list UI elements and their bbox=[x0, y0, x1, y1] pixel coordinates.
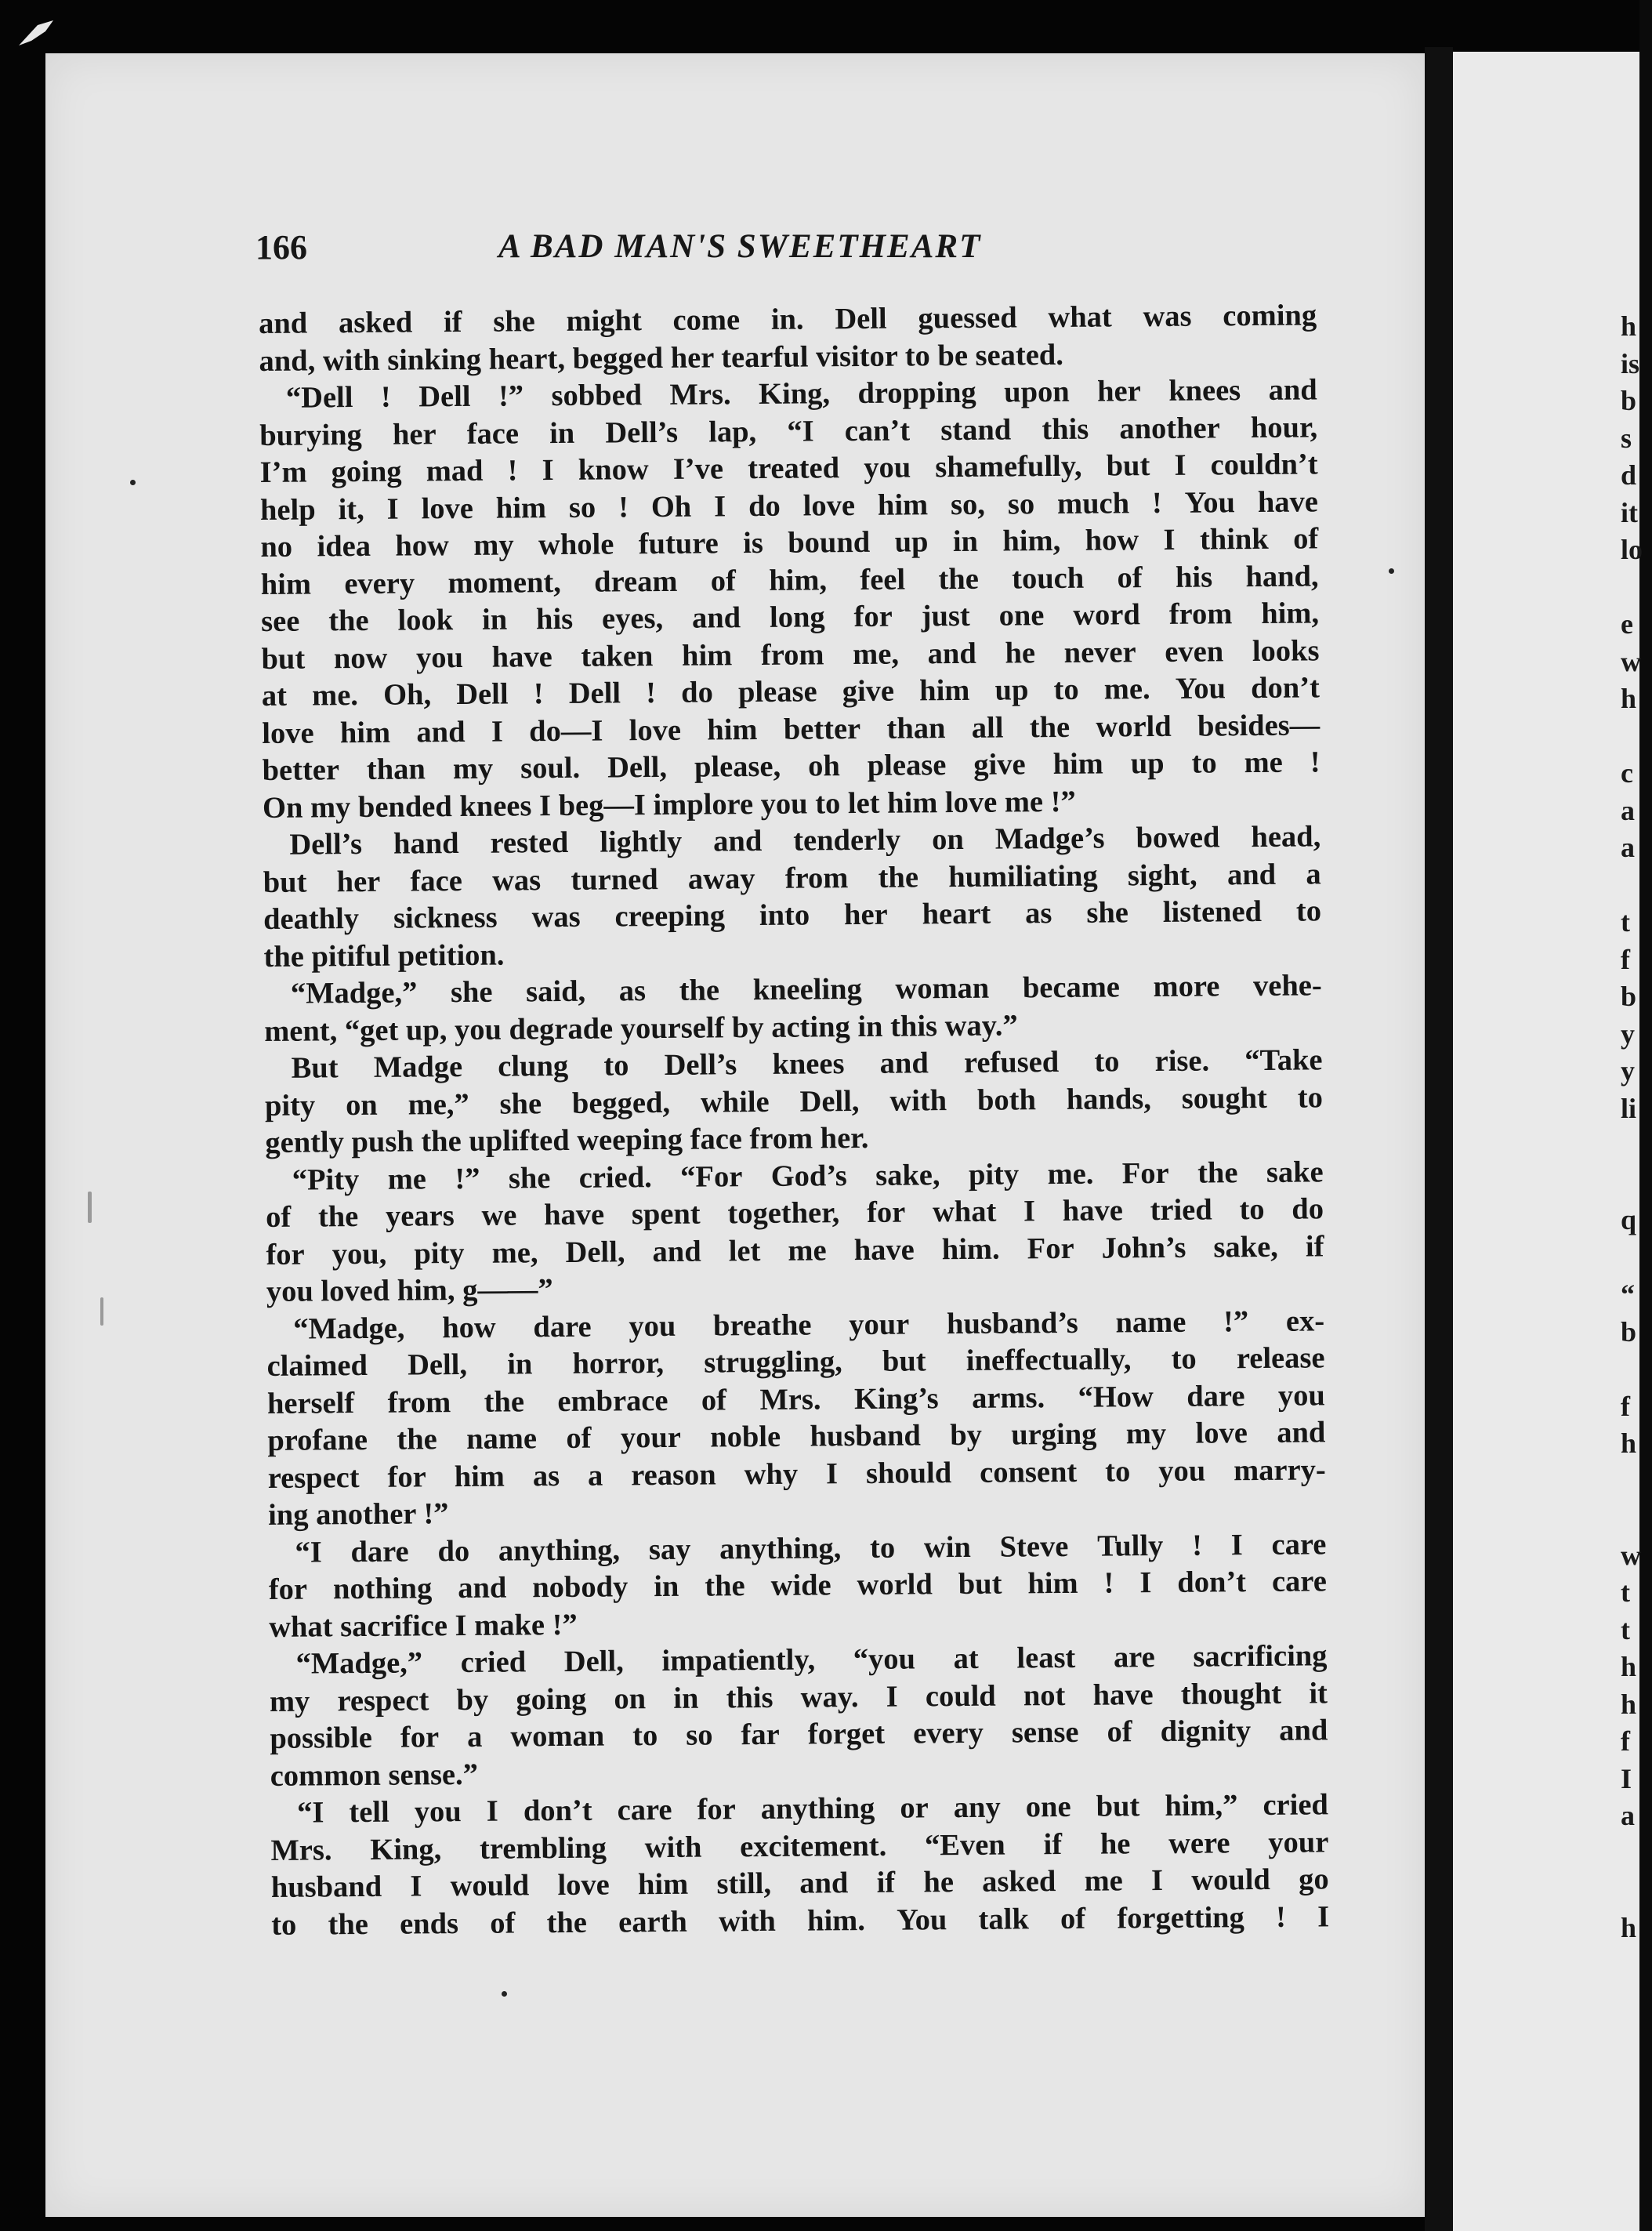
facing-page-fragment: t bbox=[1621, 1576, 1630, 1608]
facing-page-fragment: is bbox=[1621, 347, 1640, 379]
text-line: for nothing and nobody in the wide world but him ! I don’t care bbox=[268, 1565, 1327, 1606]
text-line: herself from the embrace of Mrs. King’s arms. “How dare you bbox=[266, 1378, 1325, 1420]
facing-page-fragment: y bbox=[1621, 1055, 1635, 1086]
text-line: the pitiful petition. bbox=[263, 938, 505, 974]
text-line: help it, I love him so ! Oh I do love him so, so much ! You have bbox=[259, 484, 1319, 527]
text-line: and asked if she might come in. Dell guessed what was coming bbox=[259, 299, 1317, 340]
facing-page-fragment: a bbox=[1621, 794, 1635, 826]
page-number: 166 bbox=[255, 228, 307, 267]
facing-page-fragment: f bbox=[1621, 1390, 1630, 1422]
page-header bbox=[255, 227, 1055, 278]
facing-page-fragment: h bbox=[1621, 1911, 1637, 1943]
text-line: claimed Dell, in horror, struggling, but ineffectually, to release bbox=[266, 1341, 1325, 1383]
text-line: Mrs. King, trembling with excitement. “Even if he were your bbox=[270, 1825, 1329, 1867]
text-line: of the years we have spent together, for what I have tried to do bbox=[265, 1192, 1324, 1234]
text-line: him every moment, dream of him, feel the touch of his hand, bbox=[260, 559, 1319, 601]
text-line: deathly sickness was creeping into her heart as she listened to bbox=[263, 894, 1322, 936]
text-line: possible for a woman to so far forget every sense of dignity and bbox=[270, 1714, 1328, 1755]
text-line: “Madge,” she said, as the kneeling woman became more vehe- bbox=[290, 969, 1322, 1010]
text-line: gently push the uplifted weeping face from her. bbox=[265, 1121, 869, 1159]
facing-page-fragment: it bbox=[1621, 496, 1638, 528]
text-line: pity on me,” she begged, while Dell, with both hands, sought to bbox=[264, 1080, 1324, 1123]
text-line: see the look in his eyes, and long for just one word from him, bbox=[261, 597, 1320, 638]
facing-page-fragment: e bbox=[1621, 608, 1633, 640]
facing-page-fragment: q bbox=[1621, 1204, 1637, 1235]
text-line: ing another !” bbox=[267, 1497, 449, 1532]
facing-page-fragment: f bbox=[1621, 943, 1630, 975]
facing-page-fragment: I bbox=[1621, 1762, 1632, 1794]
body-text bbox=[259, 297, 1329, 1944]
facing-page-fragment: b bbox=[1621, 385, 1637, 416]
text-line: “I dare do anything, say anything, to win Steve Tully ! I care bbox=[295, 1527, 1327, 1569]
facing-page-fragment: y bbox=[1621, 1018, 1635, 1050]
text-line: “Madge, how dare you breathe your husband’s name !” ex- bbox=[293, 1304, 1325, 1346]
text-line: but her face was turned away from the humiliating sight, and a bbox=[263, 857, 1321, 899]
text-line: love him and I do—I love him better than all the world besides— bbox=[262, 708, 1321, 750]
print-speck bbox=[130, 480, 136, 485]
text-line: respect for him as a reason why I should consent to you marry- bbox=[267, 1453, 1326, 1495]
facing-page-fragment: “ bbox=[1621, 1279, 1635, 1310]
text-line: common sense.” bbox=[270, 1758, 479, 1793]
facing-page-fragment: f bbox=[1621, 1725, 1630, 1757]
facing-page-fragment: li bbox=[1621, 1092, 1637, 1124]
text-line: and, with sinking heart, begged her tearful visitor to be seated. bbox=[259, 338, 1064, 378]
facing-page-fragment: h bbox=[1621, 1427, 1637, 1459]
facing-page-fragment: c bbox=[1621, 757, 1633, 789]
facing-page-fragment: h bbox=[1621, 310, 1637, 342]
text-line: On my bended knees I beg—I implore you to let him love me !” bbox=[262, 785, 1076, 825]
text-line: at me. Oh, Dell ! Dell ! do please give him up to me. You don’t bbox=[261, 671, 1321, 713]
text-line: husband I would love him still, and if he asked me I would go bbox=[270, 1863, 1329, 1904]
text-line: no idea how my whole future is bound up in him, how I think of bbox=[260, 522, 1319, 564]
facing-page-fragment: h bbox=[1621, 1688, 1637, 1720]
print-speck bbox=[88, 1192, 92, 1223]
running-title: A BAD MAN'S SWEETHEART bbox=[498, 228, 982, 265]
facing-page-fragment: d bbox=[1621, 459, 1637, 491]
text-line: “Madge,” cried Dell, impatiently, “you at least are sacrificing bbox=[295, 1639, 1328, 1681]
facing-page-fragment: lo bbox=[1621, 534, 1643, 565]
facing-page-fragment: h bbox=[1621, 1651, 1637, 1682]
facing-page-fragment: s bbox=[1621, 422, 1632, 454]
print-speck bbox=[502, 1991, 507, 1997]
book-gutter bbox=[1425, 47, 1453, 2231]
facing-page-fragment: h bbox=[1621, 683, 1637, 714]
text-line: “Dell ! Dell !” sobbed Mrs. King, dropping upon her knees and bbox=[285, 373, 1317, 415]
text-line: Dell’s hand rested lightly and tenderly on Madge’s bowed head, bbox=[289, 820, 1321, 862]
facing-page-edge bbox=[1453, 52, 1639, 2231]
print-speck bbox=[1389, 568, 1394, 574]
text-line: to the ends of the earth with him. You talk of forgetting ! I bbox=[271, 1899, 1330, 1942]
text-line: I’m going mad ! I know I’ve treated you shamefully, but I couldn’t bbox=[259, 448, 1318, 489]
text-line: better than my soul. Dell, please, oh please give him up to me ! bbox=[262, 745, 1321, 787]
text-line: what sacrifice I make !” bbox=[269, 1608, 578, 1644]
text-line: burying her face in Dell’s lap, “I can’t stand this another hour, bbox=[259, 410, 1318, 452]
facing-page-fragment: a bbox=[1621, 1800, 1635, 1831]
text-line: But Madge clung to Dell’s knees and refused to rise. “Take bbox=[291, 1043, 1323, 1085]
text-line: for you, pity me, Dell, and let me have him. For John’s sake, if bbox=[266, 1229, 1324, 1271]
facing-page-fragment: w bbox=[1621, 645, 1641, 677]
facing-page-fragment: b bbox=[1621, 981, 1637, 1012]
text-line: you loved him, g——” bbox=[266, 1273, 553, 1308]
facing-page-fragment: t bbox=[1621, 1613, 1630, 1645]
text-line: my respect by going on in this way. I could not have thought it bbox=[269, 1676, 1328, 1718]
facing-page-fragment: b bbox=[1621, 1315, 1637, 1348]
text-line: profane the name of your noble husband by urging my love and bbox=[267, 1416, 1326, 1457]
text-line: “I tell you I don’t care for anything or any one but him,” cried bbox=[296, 1788, 1329, 1830]
text-line: but now you have taken him from me, and he never even looks bbox=[261, 633, 1320, 676]
facing-page-fragment: t bbox=[1621, 906, 1630, 938]
print-speck bbox=[100, 1297, 103, 1326]
facing-page-fragment: w bbox=[1621, 1539, 1641, 1571]
facing-page-fragment: a bbox=[1621, 832, 1635, 863]
text-line: “Pity me !” she cried. “For God’s sake, pity me. For the sake bbox=[292, 1155, 1324, 1197]
text-line: ment, “get up, you degrade yourself by acting in this way.” bbox=[264, 1008, 1018, 1048]
